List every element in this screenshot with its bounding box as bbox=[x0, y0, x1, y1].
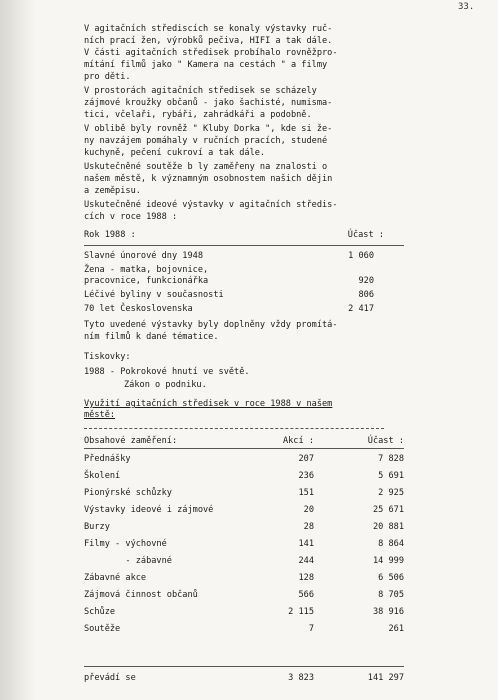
usage-events: 28 bbox=[303, 522, 314, 532]
usage-focus: Zájmová činnost občanů bbox=[84, 590, 198, 600]
usage-focus: Výstavky ideové i zájmové bbox=[84, 505, 214, 515]
text-line: ním filmů k dané tématice. bbox=[84, 332, 219, 342]
divider bbox=[84, 666, 404, 667]
usage-row bbox=[84, 454, 404, 465]
usage-row bbox=[84, 556, 404, 567]
usage-attendance: 2 925 bbox=[378, 488, 404, 498]
usage-attendance: 141 297 bbox=[367, 673, 404, 683]
exhibition-name: 70 let Československa bbox=[84, 304, 193, 314]
text-line: V prostorách agitačních středisek se scházely bbox=[84, 86, 317, 96]
usage-events: 566 bbox=[298, 590, 314, 600]
text-line: našem městě, k významným osobnostem našich dějin bbox=[84, 174, 333, 184]
usage-attendance: 14 999 bbox=[372, 556, 404, 566]
exhibition-value: 1 060 bbox=[348, 251, 374, 261]
exhibition-name: Léčivé byliny v současnosti bbox=[84, 290, 224, 300]
divider bbox=[84, 448, 404, 449]
text-line: cích v roce 1988 : bbox=[84, 212, 178, 222]
usage-focus: převádí se bbox=[84, 673, 136, 683]
usage-events: 151 bbox=[298, 488, 314, 498]
usage-attendance: 20 881 bbox=[372, 522, 404, 532]
text-line: V části agitačních středisek probíhalo rovněžpro- bbox=[84, 48, 338, 58]
usage-row bbox=[84, 573, 404, 584]
text-line: Uskutečněné ideové výstavky v agitačních středis- bbox=[84, 200, 338, 210]
usage-events: 141 bbox=[298, 539, 314, 549]
exhibition-row bbox=[84, 265, 404, 276]
usage-row bbox=[84, 522, 404, 533]
header-year: Rok 1988 : bbox=[84, 230, 136, 240]
text-line: zájmové kroužky občanů - jako šachisté, numisma- bbox=[84, 98, 333, 108]
exhibition-row bbox=[84, 290, 404, 301]
exhibition-name: pracovnice, funkcionářka bbox=[84, 276, 209, 286]
usage-attendance: 38 916 bbox=[372, 607, 404, 617]
usage-row bbox=[84, 590, 404, 601]
usage-focus: Schůze bbox=[84, 607, 116, 617]
text-line: Tyto uvedené výstavky byly doplněny vždy promítá- bbox=[84, 320, 338, 330]
text-line: pro děti. bbox=[84, 72, 131, 82]
usage-total-row bbox=[84, 673, 404, 684]
page-number: 33. bbox=[458, 2, 475, 12]
text-line: V oblibě byly rovněž " Kluby Dorka ", kde si že- bbox=[84, 124, 333, 134]
usage-events: 236 bbox=[298, 471, 314, 481]
header-attendance: Účast : bbox=[367, 436, 404, 446]
tiskovky-label: Tiskovky: bbox=[84, 352, 131, 362]
usage-focus: Školení bbox=[84, 471, 121, 481]
text-line: tici, včelaři, rybáři, zahrádkáři a podobně. bbox=[84, 110, 312, 120]
usage-attendance: 6 506 bbox=[378, 573, 404, 583]
header-focus: Obsahové zaměření: bbox=[84, 436, 178, 446]
usage-focus: Přednášky bbox=[84, 454, 131, 464]
exhibition-name: Žena - matka, bojovnice, bbox=[84, 265, 209, 275]
usage-events: 128 bbox=[298, 573, 314, 583]
usage-attendance: 8 864 bbox=[378, 539, 404, 549]
usage-focus: Zábavné akce bbox=[84, 573, 147, 583]
text-line: Uskutečněné soutěže b ly zaměřeny na znalosti o bbox=[84, 162, 328, 172]
usage-attendance: 8 705 bbox=[378, 590, 404, 600]
usage-header bbox=[84, 436, 404, 447]
usage-events: 3 823 bbox=[288, 673, 314, 683]
exhibition-row bbox=[84, 276, 404, 287]
usage-focus: Pionýrské schůzky bbox=[84, 488, 172, 498]
text-line: V agitačních střediscích se konaly výstavky ruč- bbox=[84, 24, 333, 34]
tiskovky-item: Zákon o podniku. bbox=[124, 380, 207, 390]
text-line: a zeměpisu. bbox=[84, 186, 141, 196]
usage-focus: Filmy - výchovné bbox=[84, 539, 167, 549]
usage-events: 207 bbox=[298, 454, 314, 464]
exhibition-name: Slavné únorové dny 1948 bbox=[84, 251, 203, 261]
usage-row bbox=[84, 488, 404, 499]
scan-shadow-edge bbox=[0, 0, 36, 700]
usage-focus: Burzy bbox=[84, 522, 110, 532]
usage-row bbox=[84, 607, 404, 618]
exhibitions-header bbox=[84, 230, 404, 241]
usage-events: 7 bbox=[308, 624, 314, 634]
usage-row bbox=[84, 505, 404, 516]
text-line: ny navzájem pomáhaly v ručních pracích, studené bbox=[84, 136, 328, 146]
tiskovky-item: 1988 - Pokrokové hnutí ve světě. bbox=[84, 367, 250, 377]
divider bbox=[84, 245, 404, 246]
usage-events: 20 bbox=[303, 505, 314, 515]
text-line: ních prací žen, výrobků pečiva, HIFI a tak dále. bbox=[84, 36, 333, 46]
text-line: kuchyně, pečení cukroví a tak dále. bbox=[84, 148, 266, 158]
usage-attendance: 261 bbox=[388, 624, 404, 634]
exhibition-value: 806 bbox=[358, 290, 374, 300]
usage-attendance: 25 671 bbox=[372, 505, 404, 515]
text-line: mítání filmů jako " Kamera na cestách " a filmy bbox=[84, 60, 328, 70]
usage-row bbox=[84, 624, 404, 635]
divider bbox=[84, 428, 384, 429]
exhibition-value: 2 417 bbox=[348, 304, 374, 314]
usage-title-line: Využití agitačních středisek v roce 1988 v našem bbox=[84, 399, 333, 409]
header-attendance: Účast : bbox=[347, 230, 384, 240]
usage-focus: Soutěže bbox=[84, 624, 121, 634]
usage-title-line: městě: bbox=[84, 410, 116, 420]
usage-focus: - zábavné bbox=[84, 556, 172, 566]
exhibition-value: 920 bbox=[358, 276, 374, 286]
usage-row bbox=[84, 539, 404, 550]
usage-events: 244 bbox=[298, 556, 314, 566]
usage-events: 2 115 bbox=[288, 607, 314, 617]
usage-row bbox=[84, 471, 404, 482]
usage-attendance: 7 828 bbox=[378, 454, 404, 464]
exhibition-row bbox=[84, 251, 404, 262]
usage-attendance: 5 691 bbox=[378, 471, 404, 481]
header-events: Akcí : bbox=[282, 436, 314, 446]
exhibition-row bbox=[84, 304, 404, 315]
